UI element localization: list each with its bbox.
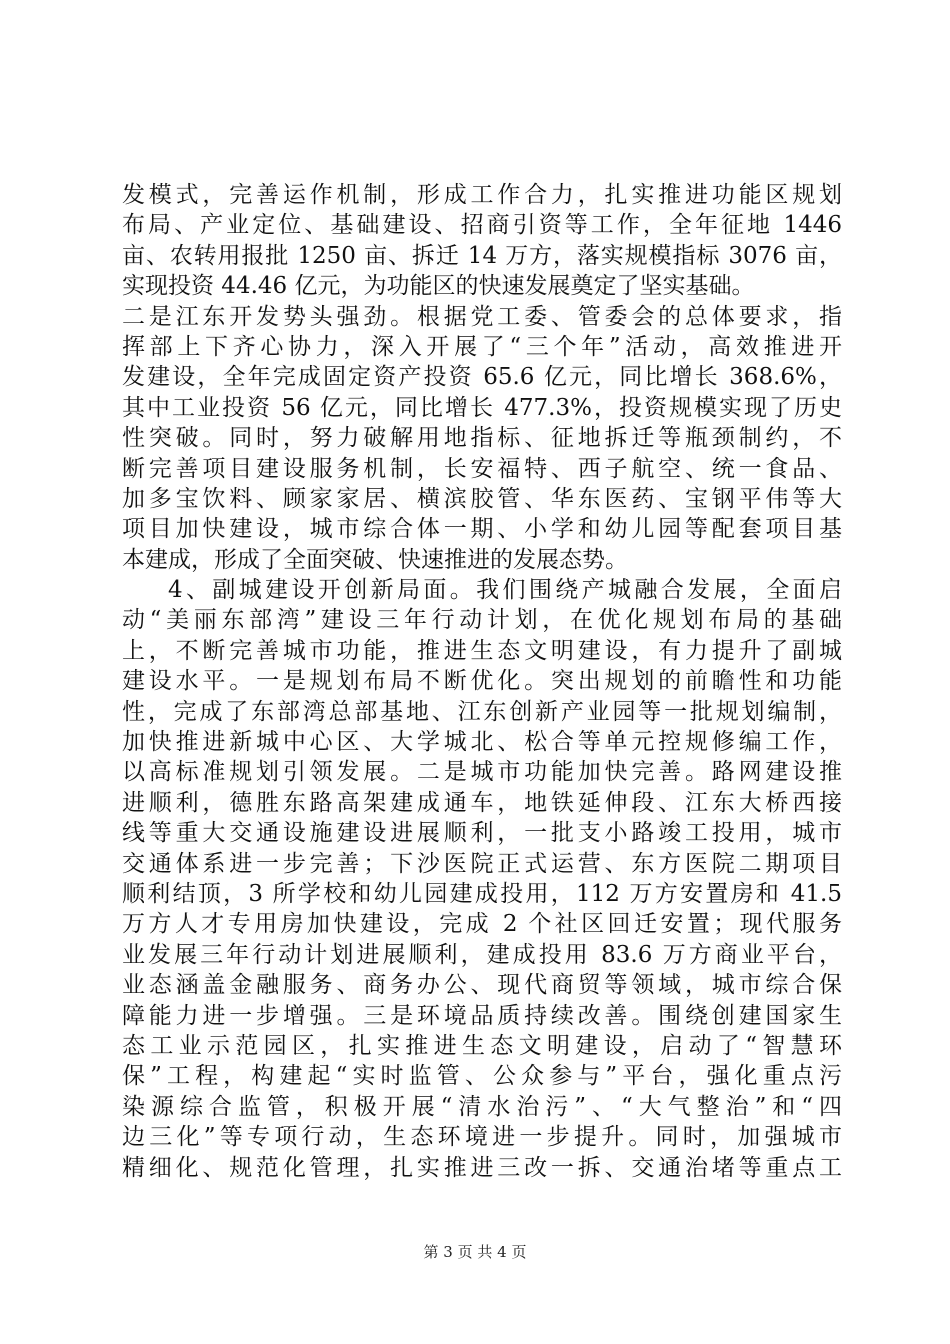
- text-line: 其中工业投资 56 亿元，同比增长 477.3%，投资规模实现了历史: [122, 394, 842, 421]
- text-line: 万方人才专用房加快建设，完成 2 个社区回迁安置；现代服务: [122, 911, 842, 938]
- text-line: 性，完成了东部湾总部基地、江东创新产业园等一批规划编制，: [122, 698, 842, 725]
- text-line: 性突破。同时，努力破解用地指标、征地拆迁等瓶颈制约，不: [122, 425, 842, 452]
- text-line: 动“美丽东部湾”建设三年行动计划，在优化规划布局的基础: [122, 607, 842, 634]
- text-line: 线等重大交通设施建设进展顺利，一批支小路竣工投用，城市: [122, 820, 842, 847]
- text-line: 本建成，形成了全面突破、快速推进的发展态势。: [122, 546, 628, 573]
- text-line: 边三化”等专项行动，生态环境进一步提升。同时，加强城市: [122, 1124, 842, 1151]
- text-line: 断完善项目建设服务机制，长安福特、西子航空、统一食品、: [122, 455, 842, 482]
- text-line: 4、副城建设开创新局面。我们围绕产城融合发展，全面启: [168, 577, 842, 604]
- text-line: 布局、产业定位、基础建设、招商引资等工作，全年征地 1446: [122, 212, 842, 239]
- text-line: 以高标准规划引领发展。二是城市功能加快完善。路网建设推: [122, 759, 842, 786]
- text-line: 交通体系进一步完善；下沙医院正式运营、东方医院二期项目: [122, 850, 842, 877]
- text-line: 进顺利，德胜东路高架建成通车，地铁延伸段、江东大桥西接: [122, 789, 842, 816]
- page-number: 第 3 页 共 4 页: [423, 1243, 527, 1261]
- text-line: 发模式，完善运作机制，形成工作合力，扎实推进功能区规划: [122, 182, 842, 208]
- text-line: 精细化、规范化管理，扎实推进三改一拆、交通治堵等重点工: [122, 1154, 842, 1181]
- text-line: 上，不断完善城市功能，推进生态文明建设，有力提升了副城: [122, 637, 842, 664]
- text-line: 障能力进一步增强。三是环境品质持续改善。围绕创建国家生: [122, 1002, 842, 1029]
- text-line: 态工业示范园区，扎实推进生态文明建设，启动了“智慧环: [122, 1032, 842, 1059]
- text-line: 亩、农转用报批 1250 亩、拆迁 14 万方，落实规模指标 3076 亩，: [122, 242, 842, 269]
- text-line: 业发展三年行动计划进展顺利，建成投用 83.6 万方商业平台，: [122, 941, 842, 968]
- text-line: 保”工程，构建起“实时监管、公众参与”平台，强化重点污: [122, 1063, 842, 1090]
- text-line: 业态涵盖金融服务、商务办公、现代商贸等领域，城市综合保: [122, 972, 842, 999]
- body-text: [122, 180, 842, 1183]
- page-footer: [0, 1241, 950, 1262]
- text-line: 顺利结顶，3 所学校和幼儿园建成投用，112 万方安置房和 41.5: [122, 880, 842, 907]
- text-line: 发建设，全年完成固定资产投资 65.6 亿元，同比增长 368.6%，: [122, 364, 842, 391]
- paragraph-2: [122, 575, 842, 1183]
- text-line: 挥部上下齐心协力，深入开展了“三个年”活动，高效推进开: [122, 333, 842, 360]
- text-line: 染源综合监管，积极开展“清水治污”、“大气整治”和“四: [122, 1093, 842, 1120]
- text-line: 项目加快建设，城市综合体一期、小学和幼儿园等配套项目基: [122, 516, 842, 543]
- paragraph-1: [122, 180, 842, 575]
- text-line: 建设水平。一是规划布局不断优化。突出规划的前瞻性和功能: [122, 668, 842, 695]
- text-line: 实现投资 44.46 亿元，为功能区的快速发展奠定了坚实基础。: [122, 273, 755, 300]
- text-line: 二是江东开发势头强劲。根据党工委、管委会的总体要求，指: [122, 303, 842, 330]
- text-line: 加多宝饮料、顾家家居、横滨胶管、华东医药、宝钢平伟等大: [122, 485, 842, 512]
- text-line: 加快推进新城中心区、大学城北、松合等单元控规修编工作，: [122, 729, 842, 756]
